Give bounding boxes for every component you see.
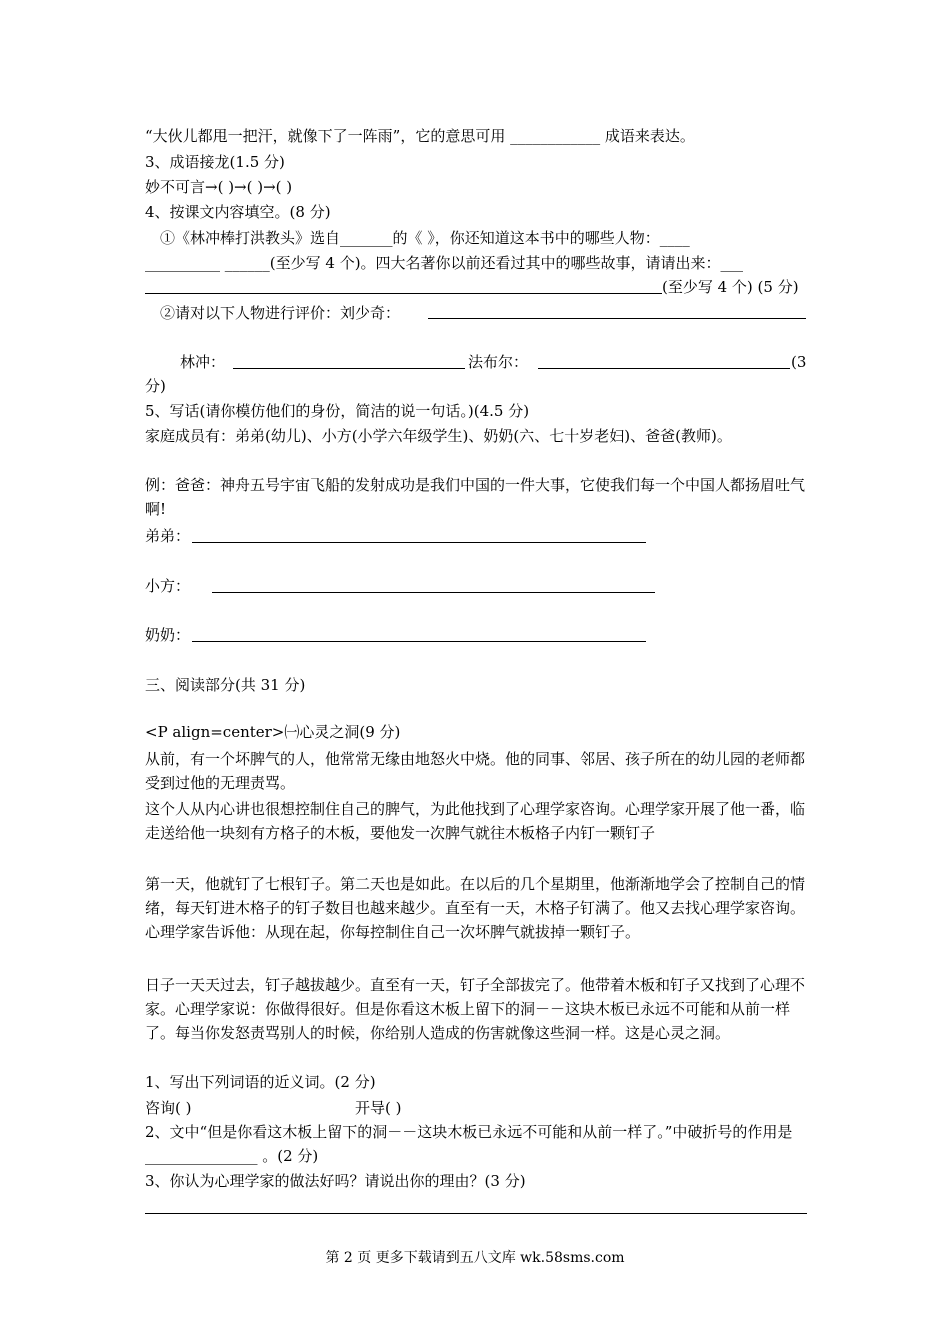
score-part-b: 分): [145, 377, 166, 395]
answer-blank: [212, 592, 655, 593]
idiom-question-text: “大伙儿都甩一把汗，就像下了一阵雨”，它的意思可用 ____________ 成语来表达。: [145, 127, 695, 145]
answer-blank: [233, 368, 465, 369]
answer-blank: [192, 641, 646, 642]
fill-blank-line-2: __________ ______(至少写 4 个)。四大名著你以前还看过其中的哪些故事，请请出来：___: [145, 254, 744, 272]
question-1: 1、写出下列词语的近义词。(2 分): [145, 1073, 376, 1091]
xiaofang-label: 小方：: [145, 577, 191, 595]
passage-paragraph-3: 第一天，他就钉了七根钉子。第二天也是如此。在以后的几个星期里，他渐渐地学会了控制自己的情绪，每天钉进木格子的钉子数目也越来越少。直至有一天，木格子钉满了。他又去找心理学家咨询。心理学家告诉他：从现在起，你每控制住自己一次坏脾气就拔掉一颗钉子。: [145, 875, 806, 941]
section-5-heading: 5、写话(请你模仿他们的身份，简洁的说一句话。)(4.5 分): [145, 402, 530, 420]
score-part-a: (3: [791, 353, 807, 371]
answer-blank: [428, 318, 806, 319]
question-1-word-a: 咨询( ): [145, 1099, 192, 1117]
fabre-label: 法布尔：: [468, 353, 529, 371]
section-4-heading: 4、按课文内容填空。(8 分): [145, 203, 331, 221]
linchong-label: 林冲：: [180, 353, 226, 371]
question-3: 3、你认为心理学家的做法好吗？请说出你的理由？(3 分): [145, 1172, 526, 1190]
page-footer: 第 2 页 更多下载请到五八文库 wk.58sms.com: [325, 1250, 625, 1266]
question-1-word-b: 开导( ): [355, 1099, 402, 1117]
family-members-line: 家庭成员有：弟弟(幼儿)、小方(小学六年级学生)、奶奶(六、七十岁老妇)、爸爸(教师)。: [145, 427, 732, 445]
question-2: 2、文中“但是你看这木板上留下的洞－－这块木板已永远不可能和从前一样了。”中破折号的作用是 _______________ 。(2 分): [145, 1123, 793, 1165]
fill-blank-line-3: (至少写 4 个) (5 分): [662, 278, 799, 296]
brother-label: 弟弟：: [145, 527, 191, 545]
evaluation-prompt: ②请对以下人物进行评价：刘少奇：: [160, 304, 401, 322]
idiom-chain-line: 妙不可言→( )→( )→( ): [145, 178, 293, 196]
answer-blank: [145, 293, 662, 294]
answer-blank: [145, 1213, 807, 1214]
grandma-label: 奶奶：: [145, 626, 191, 644]
answer-blank: [538, 368, 790, 369]
example-sentence: 例：爸爸：神舟五号宇宙飞船的发射成功是我们中国的一件大事，它使我们每一个中国人都扬眉吐气啊!: [145, 476, 806, 518]
passage-paragraph-4: 日子一天天过去，钉子越拔越少。直至有一天，钉子全部拔完了。他带着木板和钉子又找到了心理不家。心理学家说：你做得很好。但是你看这木板上留下的洞－－这块木板已永远不可能和从前一样了。每当你发怒责骂别人的时候，你给别人造成的伤害就像这些洞一样。这是心灵之洞。: [145, 976, 806, 1042]
reading-section-heading: 三、阅读部分(共 31 分): [145, 676, 306, 694]
fill-blank-line-1: ①《林冲棒打洪教头》选自_______的《 》，你还知道这本书中的哪些人物：____: [160, 229, 690, 247]
section-3-heading: 3、成语接龙(1.5 分): [145, 153, 285, 171]
passage-paragraph-1: 从前，有一个坏脾气的人，他常常无缘由地怒火中烧。他的同事、邻居、孩子所在的幼儿园的老师都受到过他的无理责骂。: [145, 750, 806, 792]
passage-paragraph-2: 这个人从内心讲也很想控制住自己的脾气，为此他找到了心理学家咨询。心理学家开展了他一番，临走送给他一块刻有方格子的木板，要他发一次脾气就往木板格子内钉一颗钉子: [145, 800, 806, 842]
passage-title: <P align=center>㈠心灵之洞(9 分): [145, 723, 401, 741]
answer-blank: [192, 542, 646, 543]
